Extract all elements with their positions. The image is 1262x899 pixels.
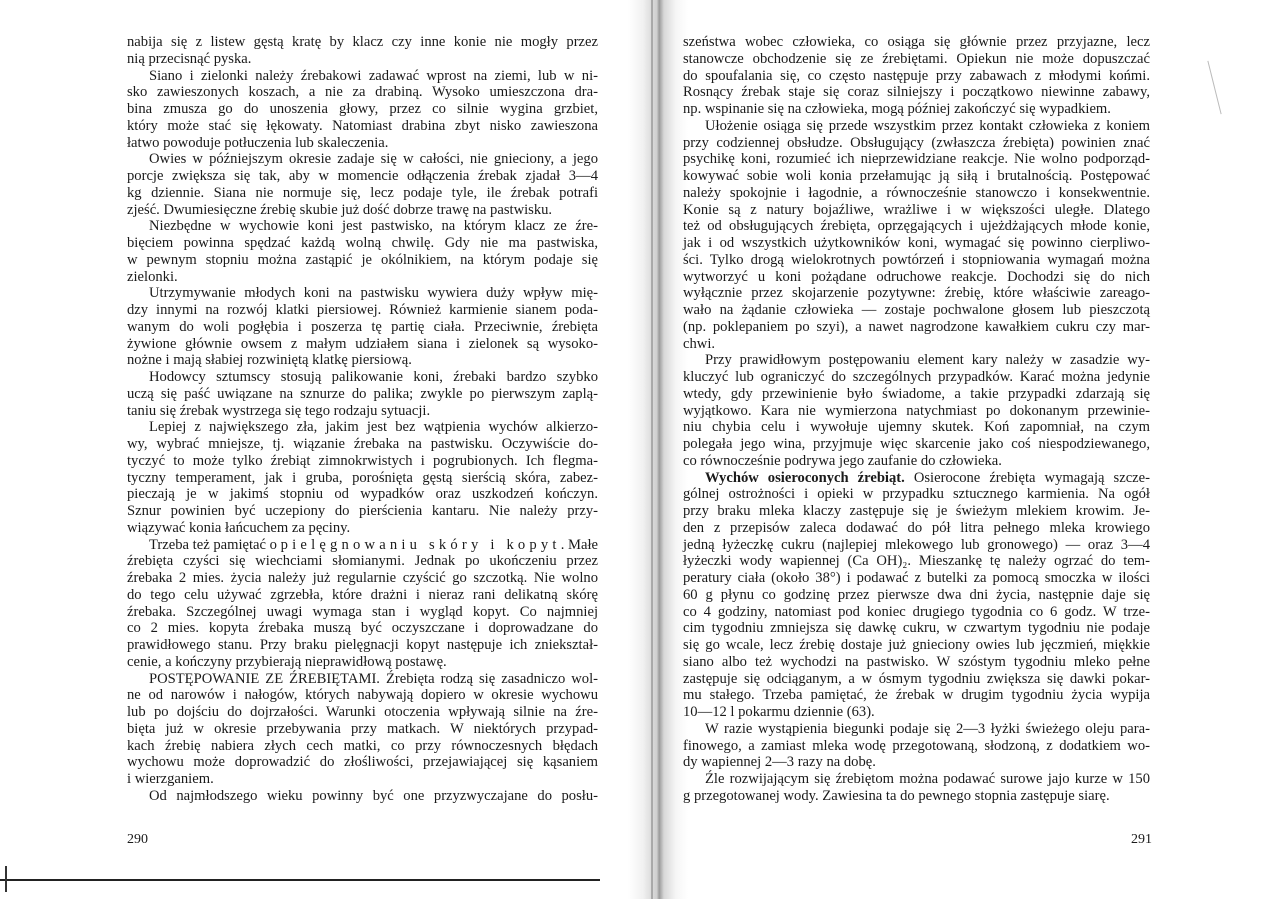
- paragraph: [683, 721, 1150, 771]
- section-heading: Wychów osieroconych źrebiąt.: [705, 469, 905, 486]
- text-line: co 4 godziny, natomiast pod koniec drugiego tygodnia co 6 godz. W trze-: [683, 603, 1150, 620]
- paragraph: [127, 369, 598, 419]
- text-line: peratury ciała (około 38°) i podawać z butelki za pomocą smoczka w ilości: [683, 570, 1150, 586]
- text-line: jak i od wszystkich użytkowników koni, wymagać się powinno cierpliwo-: [683, 235, 1150, 251]
- text-segment: . Małe: [560, 536, 598, 553]
- text-line: kg dziennie. Siana nie normuje się, lecz podaje tyle, ile źrebak potrafi: [127, 184, 598, 201]
- paragraph: [127, 68, 598, 152]
- text-line: Przy prawidłowym postępowaniu element kary należy w zasadzie wy-: [705, 352, 1150, 369]
- text-line: polegała jego wina, przyjmuje więc skarcenie jako coś niespodziewanego,: [683, 436, 1150, 452]
- text-segment: Osierocone źrebięta wymagają szcze-: [904, 469, 1150, 486]
- text-line: gólnej ostrożności i opieki w przypadku sztucznego karmienia. Na ogół: [683, 486, 1150, 503]
- text-line: kach źrebię nabiera złych cech matki, co przy równoczesnych błędach: [127, 737, 598, 754]
- text-line: źrebięta czyści się wiechciami słomianymi. Jednak po ukończeniu przez: [127, 553, 598, 570]
- page-number-right: 291: [1131, 832, 1152, 847]
- text-line: do spoufalania się, co często następuje przy zabawach z młodymi końmi.: [683, 67, 1150, 84]
- paragraph: [683, 771, 1150, 805]
- text-line: g przegotowanej wody. Zawiesina ta do pewnego stopnia zastępuje siarę.: [683, 787, 1110, 804]
- paragraph: [127, 671, 598, 788]
- text-line: Źle rozwijającym się źrebiętom można podawać surowe jajo kurze w 150: [705, 771, 1150, 787]
- text-line: tyczyć to może tylko źrebiąt zimnokrwistych i pogrubionych. Ich flegma-: [127, 452, 598, 469]
- right-page-text: [683, 34, 1150, 805]
- text-line: POSTĘPOWANIE ZE ŹREBIĘTAMI. Źrebięta rodzą się zasadniczo wol-: [149, 670, 598, 687]
- text-line: (np. poklepaniem po szyi), a nawet nagrodzone kawałkiem cukru czy mar-: [683, 318, 1150, 335]
- text-line: nią przecisnąć pyska.: [127, 50, 252, 67]
- paragraph: [127, 34, 598, 68]
- text-line: ne od narowów i nałogów, których nabywają dopiero w okresie wychowu: [127, 687, 598, 704]
- text-line: lub po dojściu do dojrzałości. Warunki otoczenia wpływają silnie na źre-: [127, 704, 598, 720]
- paragraph: [127, 218, 598, 285]
- text-line: przy codziennej obsłudze. Obsługujący (zwłaszcza źrebięta) powinien znać: [683, 134, 1150, 151]
- text-line: który może stać się łękowaty. Natomiast drabina zbyt nisko zawieszona: [127, 117, 598, 134]
- text-line: bina zmusza go do unoszenia głowy, przez co silnie wygina grzbiet,: [127, 101, 598, 117]
- text-line: się go wcale, lecz źrebię dostaje już gnieciony owies lub jęczmień, miękkie: [683, 637, 1150, 653]
- text-line: ści. Tylko drogą wielokrotnych powtórzeń i stopniowania wymagań można: [683, 251, 1150, 268]
- paragraph: [683, 470, 1150, 721]
- text-line: Siano i zielonki należy źrebakowi zadawać wprost na ziemi, lub w ni-: [149, 67, 598, 84]
- text-line: den z przepisów zaleca dodawać do pół litra pełnego mleka krowiego: [683, 519, 1150, 536]
- text-line: tyczny temperament, jak i gruba, porośnięta gęstą sierścią skóra, zabez-: [127, 469, 598, 486]
- left-page-text: [127, 34, 598, 805]
- text-line: w pewnym stopniu można zastąpić je okólnikiem, na którym podaje się: [127, 251, 598, 268]
- emphasized-text: pielęgnowaniu skóry i kopyt: [280, 536, 561, 553]
- text-line: wychowu może doprowadzić do złośliwości, przejawiającej się kąsaniem: [127, 754, 598, 771]
- text-line: uczą się paść uwiązane na sznurze do palika; zwykle po pierwszym zaplą-: [127, 385, 598, 402]
- text-line: pieczają je w jakimś stopniu od wypadków oraz uszkodzeń kończyn.: [127, 486, 598, 503]
- text-line: co równocześnie podrywa jego zaufanie do człowieka.: [683, 452, 1002, 469]
- scan-edge-mark: [5, 866, 7, 892]
- text-line: szeństwa wobec człowieka, co osiąga się głównie przez przyjazne, lecz: [683, 34, 1150, 50]
- scan-edge-mark-right: [1207, 61, 1221, 115]
- text-segment: Trzeba też pamiętać o: [149, 536, 281, 553]
- text-line: zielonki.: [127, 268, 178, 285]
- text-line: Konie są z natury bojaźliwe, wrażliwe i w większości uległe. Dlatego: [683, 201, 1150, 218]
- text-line: wało na żądanie człowieka — zostaje pochwalone głosem lub pieszczotą: [683, 302, 1150, 318]
- text-line: [127, 537, 598, 554]
- text-line: wiązywać konia łańcuchem za pęciny.: [127, 519, 351, 536]
- paragraph: [127, 537, 598, 671]
- text-line: łatwo powoduje potłuczenia lub skaleczenia.: [127, 134, 389, 151]
- paragraph: [683, 118, 1150, 353]
- page-number-left: 290: [127, 832, 148, 847]
- text-line: Ułożenie osiąga się przede wszystkim przez kontakt człowieka z koniem: [705, 117, 1150, 134]
- text-line: źrebaka 2 mies. życia należy już regularnie czyścić go szczotką. Nie wolno: [127, 570, 598, 586]
- text-line: wy, wybrać mniejsze, tj. wiązanie źrebaka na pastwisku. Oczywiście do-: [127, 436, 598, 452]
- text-line: finowego, a zamiast mleka wodę przegotowaną, słodzoną, z dodatkiem wo-: [683, 737, 1150, 754]
- text-line: stanowcze obchodzenie się ze źrebiętami. Opiekun nie może dopuszczać: [683, 50, 1150, 67]
- text-line: jedną łyżeczkę cukru (najlepiej mlekowego lub gronowego) — oraz 3—4: [683, 536, 1150, 553]
- text-line: W razie wystąpienia biegunki podaje się 2—3 łyżki świeżego oleju para-: [705, 720, 1150, 737]
- text-line: np. wspinanie się na człowieka, mogą później zakończyć się wypadkiem.: [683, 101, 1111, 117]
- text-line: zastępuje się odciąganym, a w ósmym tygodniu zwiększa się dawki pokar-: [683, 670, 1150, 687]
- text-line: wyjątkowo. Kara nie wymierzona natychmiast po dokonanym przewinie-: [683, 402, 1150, 419]
- text-line: i wierzganiem.: [127, 771, 214, 787]
- text-line: Hodowcy sztumscy stosują palikowanie koni, źrebaki bardzo szybko: [149, 369, 598, 385]
- paragraph: [127, 285, 598, 369]
- text-line: wyłącznie przez skojarzenie pozytywne: źrebię, które właściwie zareago-: [683, 285, 1150, 302]
- text-line: prawidłowego stanu. Przy braku pielęgnacji kopyt następuje ich zniekształ-: [127, 637, 598, 653]
- text-line: chwi.: [683, 335, 716, 352]
- text-line: nożne i mają słabiej rozwiniętą klatkę piersiową.: [127, 352, 412, 369]
- scan-edge-line: [0, 879, 600, 881]
- text-line: niu chybia celu i wywołuje ujemny skutek. Koń zapomniał, na czym: [683, 419, 1150, 436]
- text-line: taniu się źrebak wystrzega się tego rodzaju sytuacji.: [127, 402, 431, 419]
- book-spine-line: [651, 0, 653, 899]
- text-line: siano albo też wychodzi na pastwisko. W szóstym tygodniu mleko pełne: [683, 653, 1150, 670]
- paragraph: [127, 151, 598, 218]
- text-line: wtedy, gdy przewinienie było świadome, a takie przypadki zdarzają się: [683, 385, 1150, 402]
- paragraph: [683, 352, 1150, 469]
- text-line: bięciem powinna spędzać każdą wolną chwilę. Gdy nie ma pastwiska,: [127, 235, 598, 251]
- paragraph: [683, 34, 1150, 118]
- text-line: dy wapiennej 2—3 razy na dobę.: [683, 754, 876, 771]
- text-line: Rosnący źrebak staje się coraz silniejszy i początkowo niewinne zabawy,: [683, 84, 1150, 101]
- text-line: też od obsługujących źrebięta, oprzęgających i ujeżdżających młode konie,: [683, 218, 1150, 235]
- text-line: dzy innymi na rozwój klatki piersiowej. Również karmienie sianem poda-: [127, 302, 598, 318]
- text-line: Od najmłodszego wieku powinny być one przyzwyczajane do posłu-: [149, 787, 598, 804]
- text-line: Owies w późniejszym okresie zadaje się w całości, nie gnieciony, a jego: [149, 151, 598, 168]
- text-line: Utrzymywanie młodych koni na pastwisku wywiera duży wpływ mię-: [149, 285, 598, 302]
- text-line: nabija się z listew gęstą kratę by klacz czy inne konie nie mogły przez: [127, 34, 598, 50]
- text-line: cim tygodniu zmniejsza się dawkę cukru, w czwartym tygodniu nie podaje: [683, 620, 1150, 637]
- text-line: do tego celu używać zgrzebła, które drażni i nieraz rani delikatną skórę: [127, 586, 598, 603]
- text-line: bięta już w okresie przebywania przy matkach. W niektórych przypad-: [127, 720, 598, 737]
- text-line: 10—12 l pokarmu dziennie (63).: [683, 704, 875, 720]
- text-line: kowywać sobie woli konia przełamując ją siłą i brutalnością. Postępować: [683, 168, 1150, 184]
- text-line: źrebaka. Szczególnej uwagi wymaga stan i wygląd kopyt. Co najmniej: [127, 603, 598, 620]
- text-line: cenie, a kończyny przybierają nieprawidłową postawę.: [127, 653, 447, 670]
- text-line: wytworzyć u koni pożądane odruchowe reakcje. Dochodzi się do nich: [683, 268, 1150, 285]
- text-line: wanym do woli pogłębia i poszerza tę partię ciała. Przeciwnie, źrebięta: [127, 318, 598, 335]
- text-line: psychikę koni, rozumieć ich nieprzewidziane reakcje. Nie wolno podporząd-: [683, 151, 1150, 168]
- text-line: żywione głównie owsem z małym udziałem siana i zielonek są wysoko-: [127, 335, 598, 352]
- text-line: Niezbędne w wychowie koni jest pastwisko, na którym klacz ze źre-: [149, 218, 598, 235]
- paragraph: [127, 788, 598, 805]
- paragraph: [127, 419, 598, 536]
- text-line: należy spokojnie i łagodnie, a równocześnie stanowczo i konsekwentnie.: [683, 184, 1150, 201]
- text-line: kluczyć lub ograniczyć do szczególnych przypadków. Karać można jedynie: [683, 369, 1150, 385]
- text-line: co 2 mies. kopyta źrebaka muszą być oczyszczane i doprowadzane do: [127, 620, 598, 637]
- text-line: porcje zwiększa się tak, aby w momencie odłączenia źrebak zjadał 3—4: [127, 168, 598, 184]
- book-gutter-shadow: [628, 0, 688, 899]
- text-line: Lepiej z największego zła, jakim jest bez wątpienia wychów alkierzo-: [149, 419, 598, 436]
- text-line: 60 g płynu co godzinę przez pierwsze dwa dni życia, następnie daje się: [683, 586, 1150, 603]
- text-line: mu stałego. Trzeba pamiętać, że źrebak w drugim tygodniu życia wypija: [683, 687, 1150, 704]
- text-line: łyżeczki wody wapiennej (Ca OH)₂. Mieszankę tę należy ogrzać do tem-: [683, 553, 1150, 570]
- text-line: Sznur powinien być uczepiony do pierścienia kantaru. Nie należy przy-: [127, 503, 598, 519]
- text-line: [683, 470, 1150, 487]
- text-line: zjeść. Dwumiesięczne źrebię skubie już dość dobrze trawę na pastwisku.: [127, 201, 553, 218]
- text-line: przy braku mleka klaczy zastępuje się je świeżym mlekiem krowim. Je-: [683, 503, 1150, 519]
- text-line: sko zawieszonych koszach, a nie za drabiną. Wysoko umieszczona dra-: [127, 84, 598, 101]
